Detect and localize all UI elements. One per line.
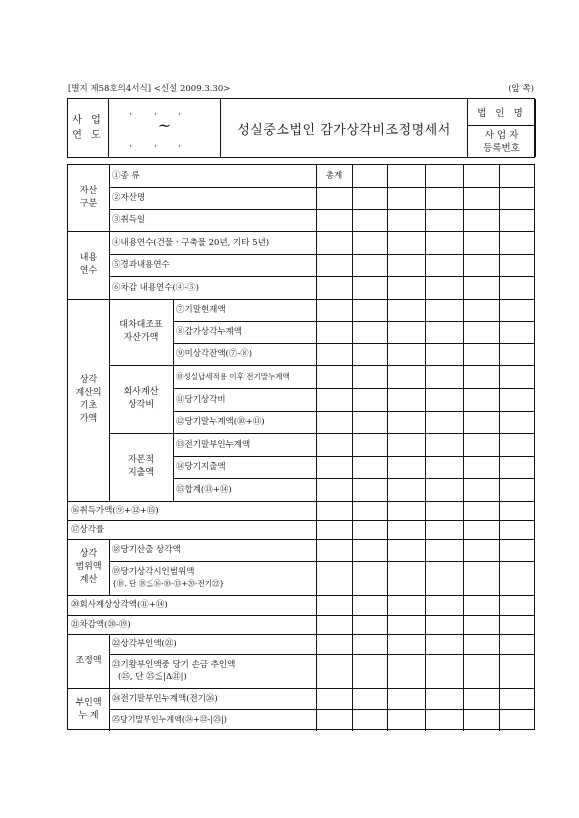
row-reversal-line2: (㉕, 단 ㉕≦|Δ㉑|) (118, 672, 187, 682)
category-text: 대차대조표 (119, 320, 163, 330)
row-asset-type: ①종 류 (112, 171, 140, 181)
row-depreciation-rate: ⑰상각률 (71, 524, 105, 535)
row-current-expenditure: ⑭당기지출액 (176, 462, 226, 472)
category-text: 계산의 (75, 388, 102, 398)
row-acquisition-date: ③취득일 (112, 215, 146, 225)
form-header-box (67, 98, 535, 158)
category-company-calc (109, 365, 173, 433)
category-text: 부인액 (75, 697, 102, 708)
category-text: 자본적 (127, 455, 155, 465)
dot: · (154, 110, 157, 120)
row-ending-balance: ⑦기말현재액 (176, 305, 226, 315)
row-allowed-limit (109, 561, 316, 595)
category-text: 상각비 (127, 400, 155, 410)
biz-number-label-line1: 사 업 자 (484, 129, 519, 141)
row-prior-accum: ⑩성실납세적용 이후 전기말누계액 (176, 371, 290, 381)
category-text: 구분 (79, 199, 98, 209)
business-year-label (68, 99, 109, 157)
row-current-depreciation: ⑪당기상각비 (176, 394, 226, 405)
row-reversal-line1: ㉓기왕부인액중 당기 손금 추인액 (112, 660, 236, 670)
row-allowed-limit-line2: {⑱, 단 ⑱≦⑯-⑩-⑬+⑳-전기㉒} (112, 579, 225, 588)
row-reversal (109, 654, 316, 688)
category-text: 상각 (79, 548, 98, 559)
biz-number-label-line2: 등록번호 (483, 142, 520, 154)
dot: · (154, 142, 157, 152)
corp-name-label: 법 인 명 (468, 99, 536, 126)
row-current-accum: ⑫당기말누계액(⑩+⑪) (176, 417, 265, 427)
category-text: 자산 (79, 186, 98, 196)
category-basis (68, 299, 109, 501)
dot: · (129, 142, 132, 152)
category-carryover (68, 688, 109, 731)
row-elapsed-life: ⑤경과내용연수 (112, 260, 170, 270)
dot: · (129, 110, 132, 120)
category-text: 자산가액 (123, 333, 159, 343)
row-capital-sum: ⑮합계(⑬+⑭) (176, 484, 232, 495)
dot: · (178, 110, 181, 120)
business-year-label-line2: 연 도 (72, 130, 104, 141)
row-remaining-life: ⑥차감 내용연수(④-⑤) (112, 282, 199, 293)
row-undepreciated: ⑨미상각잔액(⑦-⑧) (176, 349, 253, 359)
category-balance-sheet (109, 299, 173, 365)
row-current-cumulative: ㉕당기말부인누계액(㉔+㉒-|㉓|) (112, 715, 227, 724)
row-prior-disallowed: ⑬전기말부인누계액 (176, 439, 251, 450)
category-text: 가액 (79, 414, 98, 424)
category-text: 내용 (79, 253, 98, 263)
form-title: 성실중소법인 감가상각비조정명세서 (221, 99, 468, 157)
form-header-line (68, 82, 534, 94)
row-accum-depreciation: ⑧감가상각누계액 (176, 327, 242, 337)
category-limit (68, 539, 109, 595)
category-text: 상각 (79, 375, 98, 385)
row-disallowed: ㉒상각부인액(㉑) (112, 639, 177, 649)
business-year-label-line1: 사 업 (72, 115, 104, 126)
page-side: (앞 쪽) (508, 84, 534, 94)
row-prior-cumulative: ㉔전기말부인누계액(전기㉖) (112, 693, 218, 704)
category-adjustment (68, 634, 109, 688)
category-useful-life (68, 231, 109, 299)
category-text: 지출액 (127, 468, 155, 478)
category-capital-exp (109, 433, 173, 501)
business-year-field[interactable] (109, 99, 221, 157)
category-asset (68, 165, 109, 231)
form-reference: [별지 제58호의4서식] <신설 2009.3.30> (68, 84, 231, 94)
row-useful-life: ④내용연수(건물ㆍ구축물 20년, 기타 5년) (112, 237, 270, 248)
category-text: 기초 (79, 401, 98, 411)
category-text: 계산 (79, 574, 98, 585)
period-separator: ~ (157, 116, 172, 135)
total-column-header: 총계 (325, 171, 343, 181)
row-difference: ㉑차감액(⑳-⑲) (71, 619, 131, 630)
row-acquisition-cost: ⑯취득가액(⑨+⑫+⑮) (71, 505, 159, 516)
row-company-booked: ⑳회사계상상각액(⑪+⑭) (71, 600, 168, 610)
category-text: 연수 (79, 266, 98, 276)
biz-number-label (468, 126, 536, 157)
row-computed-depreciation: ⑱당기산출 상각액 (112, 545, 181, 555)
row-allowed-limit-line1: ⑲당기상각시인범위액 (112, 567, 195, 577)
category-text: 누 계 (78, 710, 99, 721)
category-text: 조정액 (75, 655, 102, 666)
category-text: 회사계산 (123, 387, 159, 397)
dot: · (178, 142, 181, 152)
category-text: 범위액 (75, 561, 102, 572)
depreciation-table (67, 164, 535, 730)
row-asset-name: ②자산명 (112, 193, 146, 203)
